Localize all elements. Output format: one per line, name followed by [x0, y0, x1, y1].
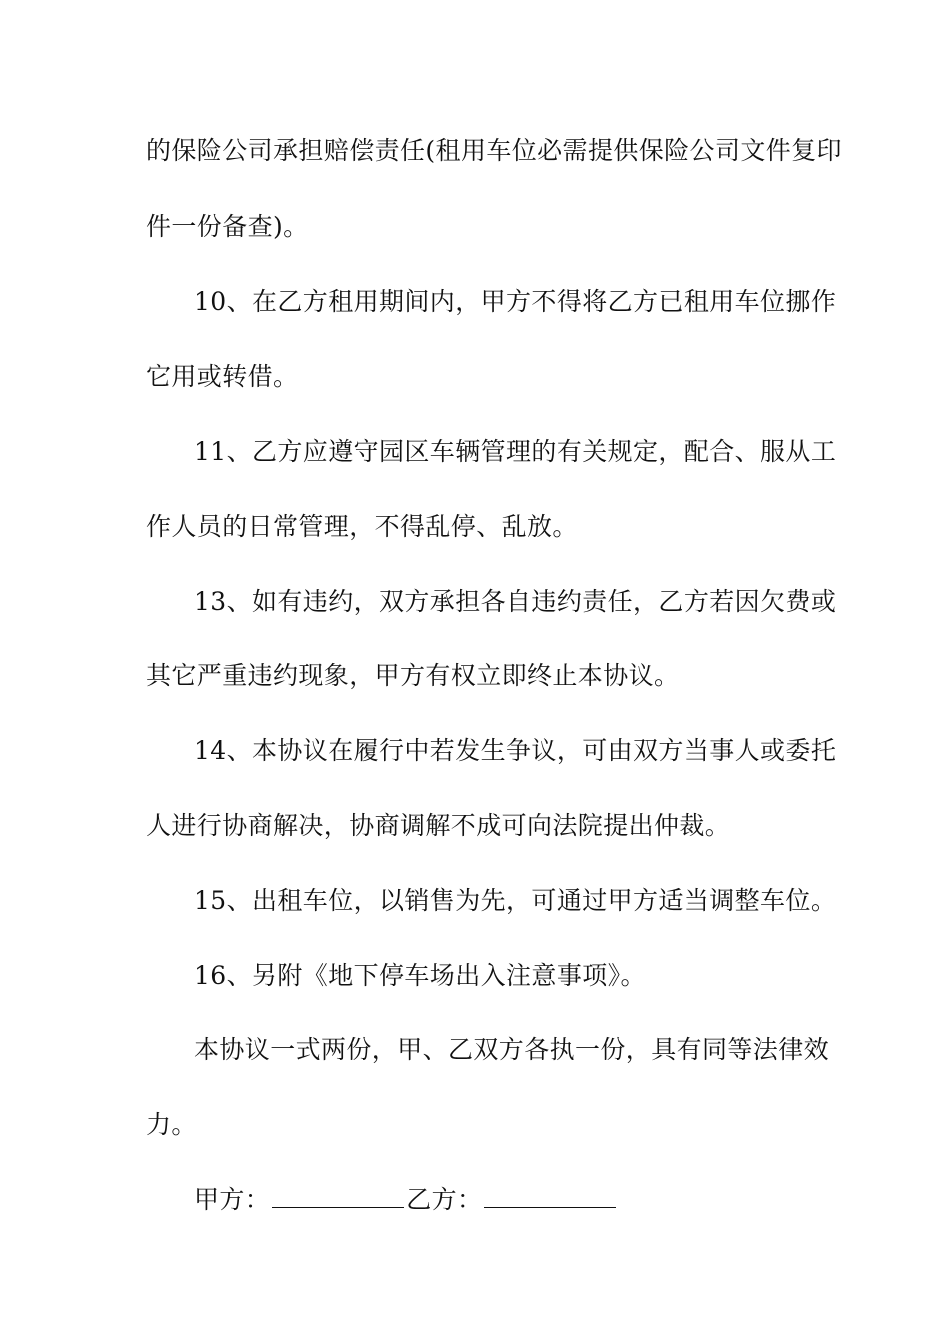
clause-10-line: 10、在乙方租用期间内，甲方不得将乙方已租用车位挪作 — [194, 287, 837, 316]
text-line: 的保险公司承担赔偿责任(租用车位必需提供保险公司文件复印 — [146, 136, 842, 165]
party-a-label: 甲方： — [194, 1185, 271, 1214]
closing-line: 本协议一式两份，甲、乙双方各执一份，具有同等法律效 — [194, 1035, 830, 1064]
clause-15-line: 15、出租车位，以销售为先，可通过甲方适当调整车位。 — [194, 886, 837, 915]
party-b-label: 乙方： — [406, 1185, 483, 1214]
clause-11-line: 11、乙方应遵守园区车辆管理的有关规定，配合、服从工 — [194, 437, 837, 466]
signature-line — [194, 1185, 874, 1215]
clause-13-line: 13、如有违约，双方承担各自违约责任，乙方若因欠费或 — [194, 587, 837, 616]
clause-14-line: 14、本协议在履行中若发生争议，可由双方当事人或委托 — [194, 736, 837, 765]
party-a-signature-blank — [272, 1185, 404, 1208]
text-line: 力。 — [146, 1110, 197, 1139]
clause-16-line: 16、另附《地下停车场出入注意事项》。 — [194, 961, 646, 990]
text-line: 它用或转借。 — [146, 362, 299, 391]
text-line: 件一份备查)。 — [146, 212, 309, 241]
text-line: 人进行协商解决，协商调解不成可向法院提出仲裁。 — [146, 811, 731, 840]
text-line: 其它严重违约现象，甲方有权立即终止本协议。 — [146, 661, 680, 690]
text-line: 作人员的日常管理，不得乱停、乱放。 — [146, 512, 578, 541]
party-b-signature-blank — [484, 1185, 616, 1208]
